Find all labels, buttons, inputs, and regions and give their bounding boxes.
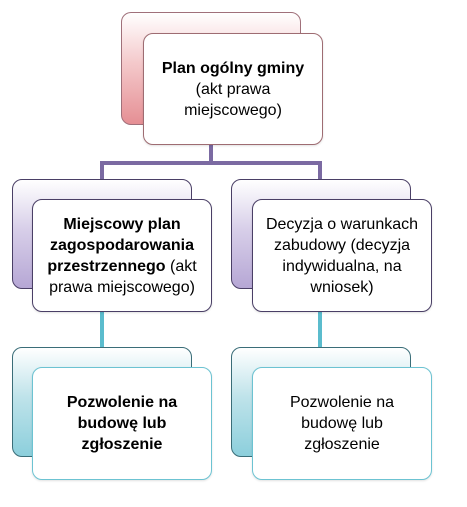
middle-right-node: [252, 199, 432, 312]
middle-left-node-subtitle: (akt prawa miejscowego): [49, 257, 197, 296]
bottom-left-node: [32, 367, 212, 480]
top-node-title: Plan ogólny gminy: [161, 59, 305, 77]
middle-left-node-text: [43, 214, 201, 298]
middle-left-node-title: Miejscowy plan zagospodarowania przestrzennego: [47, 215, 195, 275]
top-node-subtitle: (akt prawa miejscowego): [184, 80, 282, 119]
top-node-text: [154, 58, 312, 121]
middle-left-node: [32, 199, 212, 312]
bottom-right-node: [252, 367, 432, 480]
top-node: [143, 33, 323, 145]
bottom-left-node-title: Pozwolenie na budowę lub zgłoszenie: [66, 394, 178, 453]
bottom-left-node-text: [43, 392, 201, 455]
middle-right-node-text: Decyzja o warunkach zabudowy (decyzja indywidualna, na wniosek): [265, 215, 419, 296]
bottom-right-node-text: Pozwolenie na budowę lub zgłoszenie: [289, 394, 395, 453]
